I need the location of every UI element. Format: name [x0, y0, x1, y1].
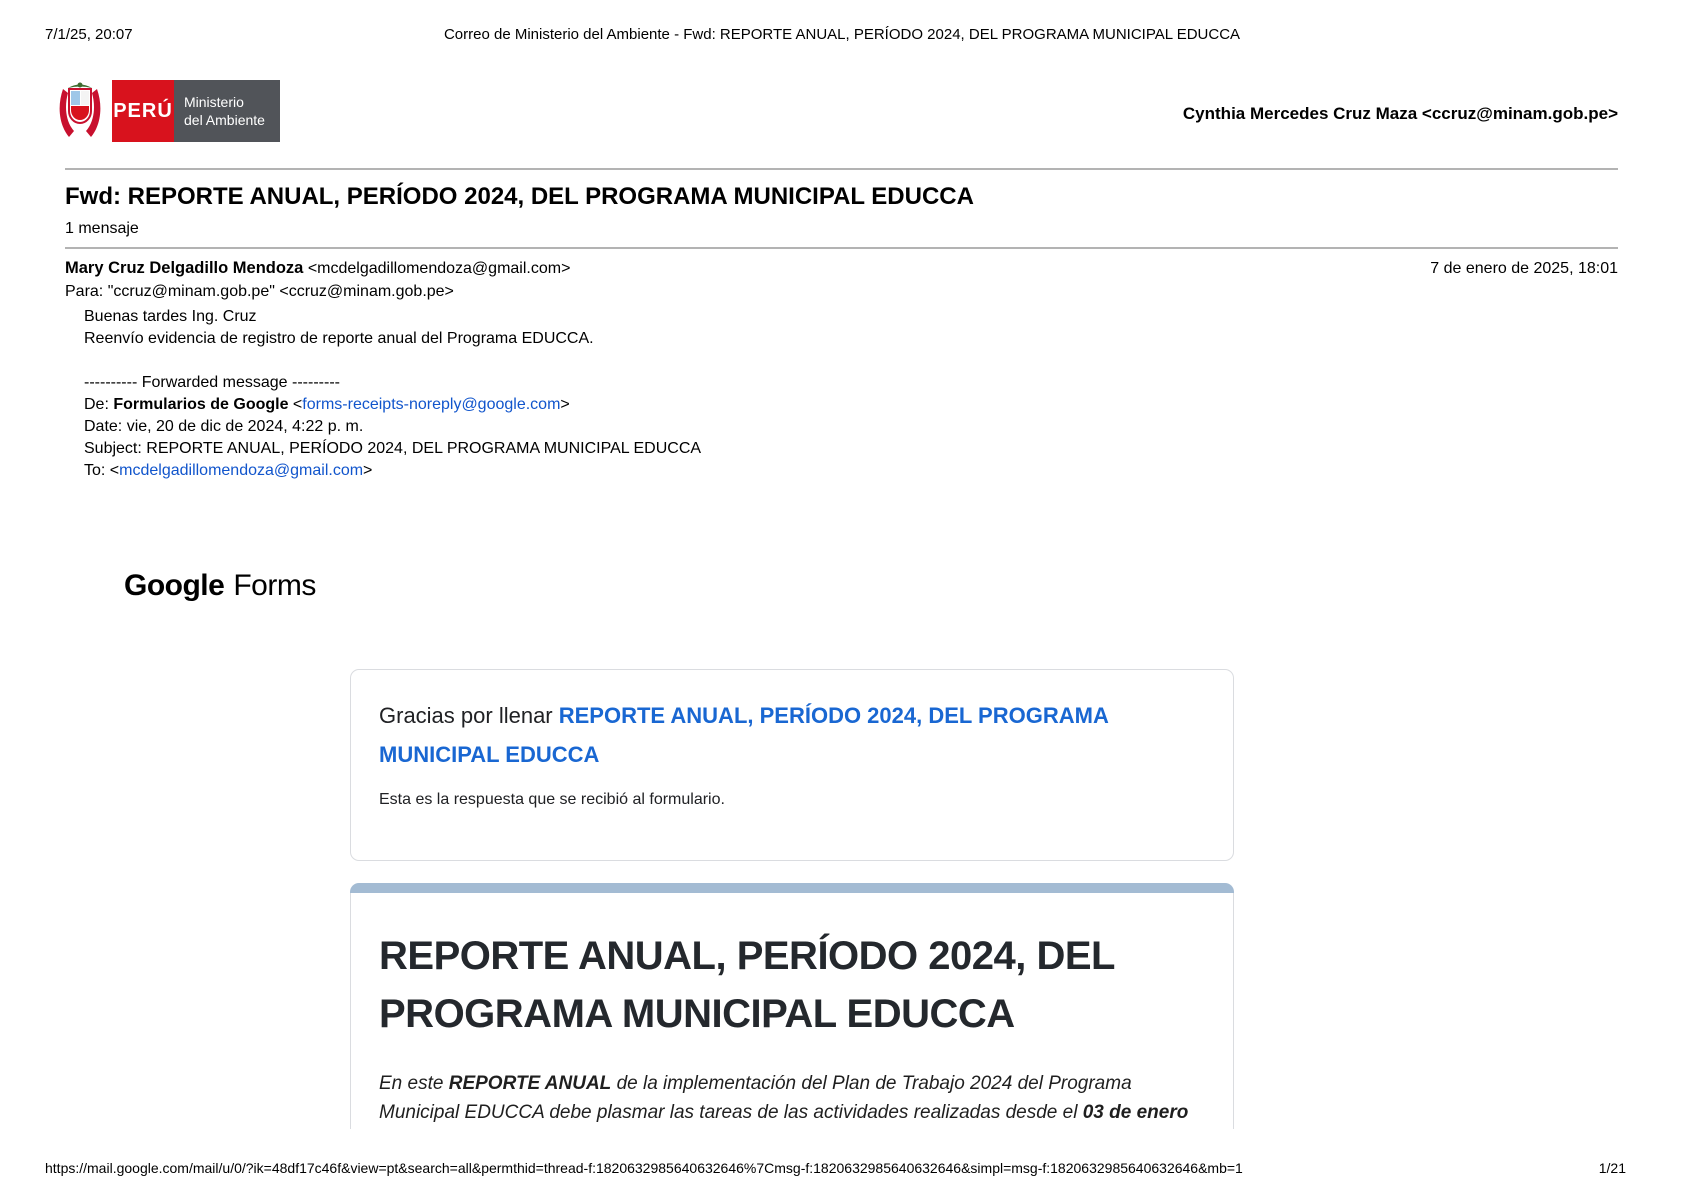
body-greeting: Buenas tardes Ing. Cruz: [84, 308, 257, 325]
sender-email: <mcdelgadillomendoza@gmail.com>: [303, 260, 571, 277]
google-forms-logo-forms: Forms: [233, 569, 316, 602]
message-date: 7 de enero de 2025, 18:01: [1430, 260, 1618, 277]
message-body: [84, 306, 701, 482]
form-card-body: [350, 893, 1234, 1129]
body-blank-line: [84, 350, 701, 372]
peru-coat-of-arms-icon: [56, 80, 104, 142]
response-note: Esta es la respuesta que se recibió al formulario.: [379, 791, 725, 808]
divider-thread: [65, 247, 1618, 249]
ministry-name-line1: Ministerio: [184, 94, 244, 110]
minam-logo: [56, 80, 280, 142]
from-name: Formularios de Google: [113, 396, 289, 413]
print-header-title: Correo de Ministerio del Ambiente - Fwd: REPORTE ANUAL, PERÍODO 2024, DEL PROGRAMA MUNICIPAL EDUCCA: [443, 26, 1241, 43]
description-bold-date: 03 de enero: [1082, 1102, 1189, 1123]
footer-page-number: 1/21: [1598, 1160, 1626, 1176]
form-card-accent-bar: [350, 883, 1234, 893]
ministry-name: [174, 80, 280, 142]
recipient-line: Para: "ccruz@minam.gob.pe" <ccruz@minam.gob.pe>: [65, 283, 454, 300]
to-line: To: <mcdelgadillomendoza@gmail.com>: [84, 462, 373, 479]
thread-subject: Fwd: REPORTE ANUAL, PERÍODO 2024, DEL PROGRAMA MUNICIPAL EDUCCA: [65, 183, 974, 210]
sender-row: [65, 259, 1618, 278]
form-card: [350, 883, 1234, 1129]
from-email-link[interactable]: forms-receipts-noreply@google.com: [302, 396, 561, 413]
forwarded-divider: ---------- Forwarded message ---------: [84, 374, 340, 391]
thanks-card: [350, 669, 1234, 861]
sender-name: Mary Cruz Delgadillo Mendoza: [65, 259, 304, 277]
body-line2: Reenvío evidencia de registro de reporte anual del Programa EDUCCA.: [84, 330, 594, 347]
print-header-timestamp: 7/1/25, 20:07: [45, 26, 133, 43]
description-bold-report: REPORTE ANUAL: [448, 1073, 612, 1094]
peru-wordmark: PERÚ: [112, 80, 174, 142]
account-email: Cynthia Mercedes Cruz Maza <ccruz@minam.gob.pe>: [1182, 104, 1618, 123]
form-card-title: REPORTE ANUAL, PERÍODO 2024, DEL PROGRAMA MUNICIPAL EDUCCA: [379, 934, 1115, 1036]
date-line: Date: vie, 20 de dic de 2024, 4:22 p. m.: [84, 418, 364, 435]
form-title-link[interactable]: REPORTE ANUAL, PERÍODO 2024, DEL PROGRAMA MUNICIPAL EDUCCA: [379, 703, 1109, 767]
form-card-description: En este REPORTE ANUAL de la implementación del Plan de Trabajo 2024 del Programa Municipal EDUCCA debe plasmar las tareas de las actividades realizadas desde el 03 de enero: [379, 1073, 1189, 1123]
ministry-name-line2: del Ambiente: [184, 112, 265, 128]
divider-top: [65, 168, 1618, 170]
message-count: 1 mensaje: [65, 220, 139, 237]
from-line: De: Formularios de Google <forms-receipts-noreply@google.com>: [84, 396, 570, 413]
to-email-link[interactable]: mcdelgadillomendoza@gmail.com: [119, 462, 364, 479]
google-forms-logo-google: Google: [124, 569, 225, 602]
thanks-card-title: Gracias por llenar REPORTE ANUAL, PERÍODO 2024, DEL PROGRAMA MUNICIPAL EDUCCA: [379, 703, 1109, 767]
subject-line: Subject: REPORTE ANUAL, PERÍODO 2024, DEL PROGRAMA MUNICIPAL EDUCCA: [84, 440, 702, 457]
google-forms-logo: [124, 569, 316, 603]
footer-url: https://mail.google.com/mail/u/0/?ik=48df17c46f&view=pt&search=all&permthid=thread-f:1820632985640632646%7Cmsg-f:1820632985640632646&simpl=msg-f:1820632985640632646&mb=1: [45, 1160, 1243, 1176]
